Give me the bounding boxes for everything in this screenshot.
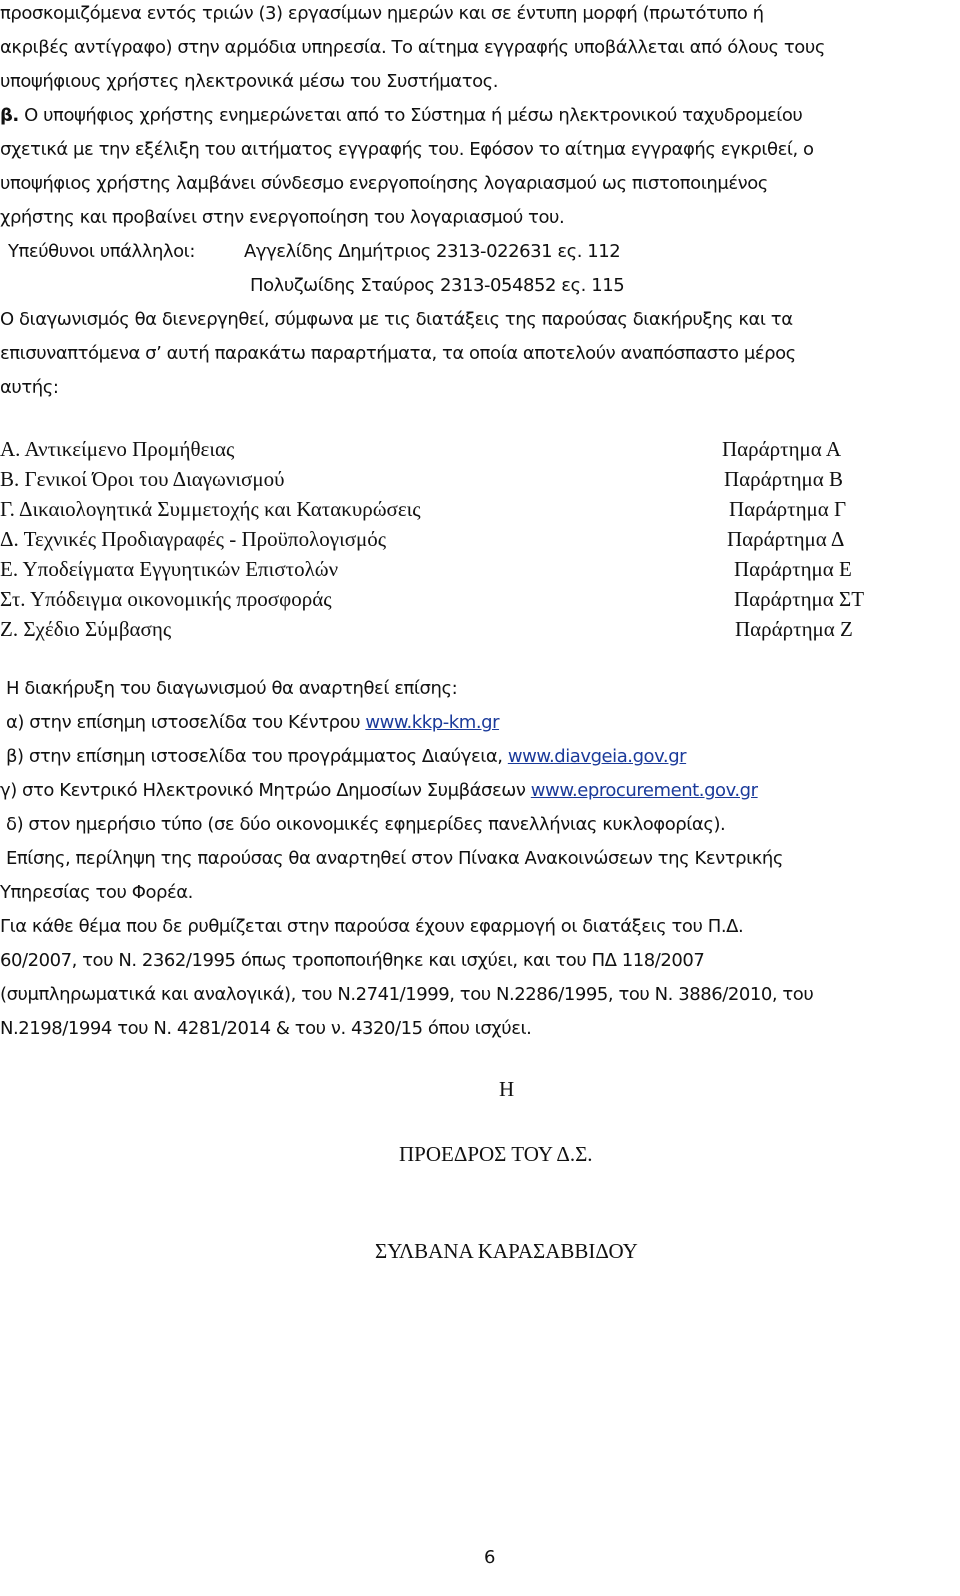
beta-line-1-text: Ο υποψήφιος χρήστης ενημερώνεται από το Σύστημα ή μέσω ηλεκτρονικού ταχυδρομείου [18, 105, 803, 126]
competition-line-1: Ο διαγωνισμός θα διενεργηθεί, σύμφωνα με τις διατάξεις της παρούσας διακήρυξης και τα [0, 309, 793, 330]
annex-item-d: Δ. Τεχνικές Προδιαγραφές - Προϋπολογισμός [0, 527, 387, 551]
page-number: 6 [484, 1547, 496, 1568]
annex-ref-a: Παράρτημα Α [722, 437, 842, 461]
publication-b-text: β) στην επίσημη ιστοσελίδα του προγράμματος Διαύγεια, [6, 746, 508, 767]
diavgeia-link[interactable]: www.diavgeia.gov.gr [507, 746, 687, 767]
competition-line-2: επισυναπτόμενα σ’ αυτή παρακάτω παραρτήματα, τα οποία αποτελούν αναπόσπαστο μέρος [0, 343, 796, 364]
legal-line-3: (συμπληρωματικά και αναλογικά), του Ν.2741/1999, του Ν.2286/1995, του Ν. 3886/2010, του [0, 984, 814, 1005]
publication-a [6, 711, 499, 735]
legal-line-1: Για κάθε θέμα που δε ρυθμίζεται στην παρούσα έχουν εφαρμογή οι διατάξεις του Π.Δ. [0, 916, 744, 937]
eprocurement-link[interactable]: www.eprocurement.gov.gr [530, 780, 758, 801]
signature-name: ΣΥΛΒΑΝΑ ΚΑΡΑΣΑΒΒΙΔΟΥ [375, 1239, 638, 1263]
publication-intro: Η διακήρυξη του διαγωνισμού θα αναρτηθεί επίσης: [6, 678, 458, 699]
officials-label: Υπεύθυνοι υπάλληλοι: [8, 241, 195, 262]
annex-ref-z: Παράρτημα Ζ [735, 617, 853, 641]
kkp-km-link[interactable]: www.kkp-km.gr [365, 712, 500, 733]
intro-line-1: προσκομιζόμενα εντός τριών (3) εργασίμων ημερών και σε έντυπη μορφή (πρωτότυπο ή [0, 3, 764, 24]
legal-line-4: Ν.2198/1994 του Ν. 4281/2014 & του ν. 4320/15 όπου ισχύει. [0, 1018, 532, 1039]
annex-item-e: Ε. Υποδείγματα Εγγυητικών Επιστολών [0, 557, 339, 581]
annex-ref-e: Παράρτημα Ε [734, 557, 852, 581]
intro-line-2: ακριβές αντίγραφο) στην αρμόδια υπηρεσία. Το αίτημα εγγραφής υποβάλλεται από όλους τους [0, 37, 825, 58]
publication-summary-1: Επίσης, περίληψη της παρούσας θα αναρτηθεί στον Πίνακα Ανακοινώσεων της Κεντρικής [6, 848, 783, 869]
beta-line-2: σχετικά με την εξέλιξη του αιτήματος εγγραφής του. Εφόσον το αίτημα εγγραφής εγκριθεί, ο [0, 139, 814, 160]
annex-item-z: Ζ. Σχέδιο Σύμβασης [0, 617, 172, 641]
intro-line-3: υποψήφιους χρήστες ηλεκτρονικά μέσω του Συστήματος. [0, 71, 499, 92]
signature-title: ΠΡΟΕΔΡΟΣ ΤΟΥ Δ.Σ. [399, 1142, 593, 1166]
annex-item-st: Στ. Υπόδειγμα οικονομικής προσφοράς [0, 587, 332, 611]
annex-item-c: Γ. Δικαιολογητικά Συμμετοχής και Κατακυρώσεις [0, 497, 421, 521]
annex-ref-st: Παράρτημα ΣΤ [734, 587, 865, 611]
beta-marker: β. [0, 105, 19, 126]
annex-ref-c: Παράρτημα Γ [729, 497, 847, 521]
annex-ref-b: Παράρτημα Β [724, 467, 844, 491]
competition-line-3: αυτής: [0, 377, 59, 398]
annex-item-b: Β. Γενικοί Όροι του Διαγωνισμού [0, 467, 285, 491]
publication-a-text: α) στην επίσημη ιστοσελίδα του Κέντρου [6, 712, 366, 733]
beta-line-4: χρήστης και προβαίνει στην ενεργοποίηση του λογαριασμού του. [0, 207, 565, 228]
legal-line-2: 60/2007, του Ν. 2362/1995 όπως τροποποιήθηκε και ισχύει, και του ΠΔ 118/2007 [0, 950, 705, 971]
beta-line-1 [0, 104, 802, 128]
official-2: Πολυζωίδης Σταύρος 2313-054852 ες. 115 [250, 275, 625, 296]
publication-summary-2: Υπηρεσίας του Φορέα. [0, 882, 193, 903]
annex-item-a: Α. Αντικείμενο Προμήθειας [0, 437, 235, 461]
annex-ref-d: Παράρτημα Δ [727, 527, 845, 551]
publication-c-text: γ) στο Κεντρικό Ηλεκτρονικό Μητρώο Δημοσίων Συμβάσεων [0, 780, 531, 801]
publication-d: δ) στον ημερήσιο τύπο (σε δύο οικονομικές εφημερίδες πανελλήνιας κυκλοφορίας). [6, 814, 726, 835]
official-1: Αγγελίδης Δημήτριος 2313-022631 ες. 112 [244, 241, 621, 262]
beta-line-3: υποψήφιος χρήστης λαμβάνει σύνδεσμο ενεργοποίησης λογαριασμού ως πιστοποιημένος [0, 173, 768, 194]
publication-c [0, 779, 758, 803]
publication-b [6, 745, 686, 769]
signature-article: Η [499, 1077, 515, 1101]
